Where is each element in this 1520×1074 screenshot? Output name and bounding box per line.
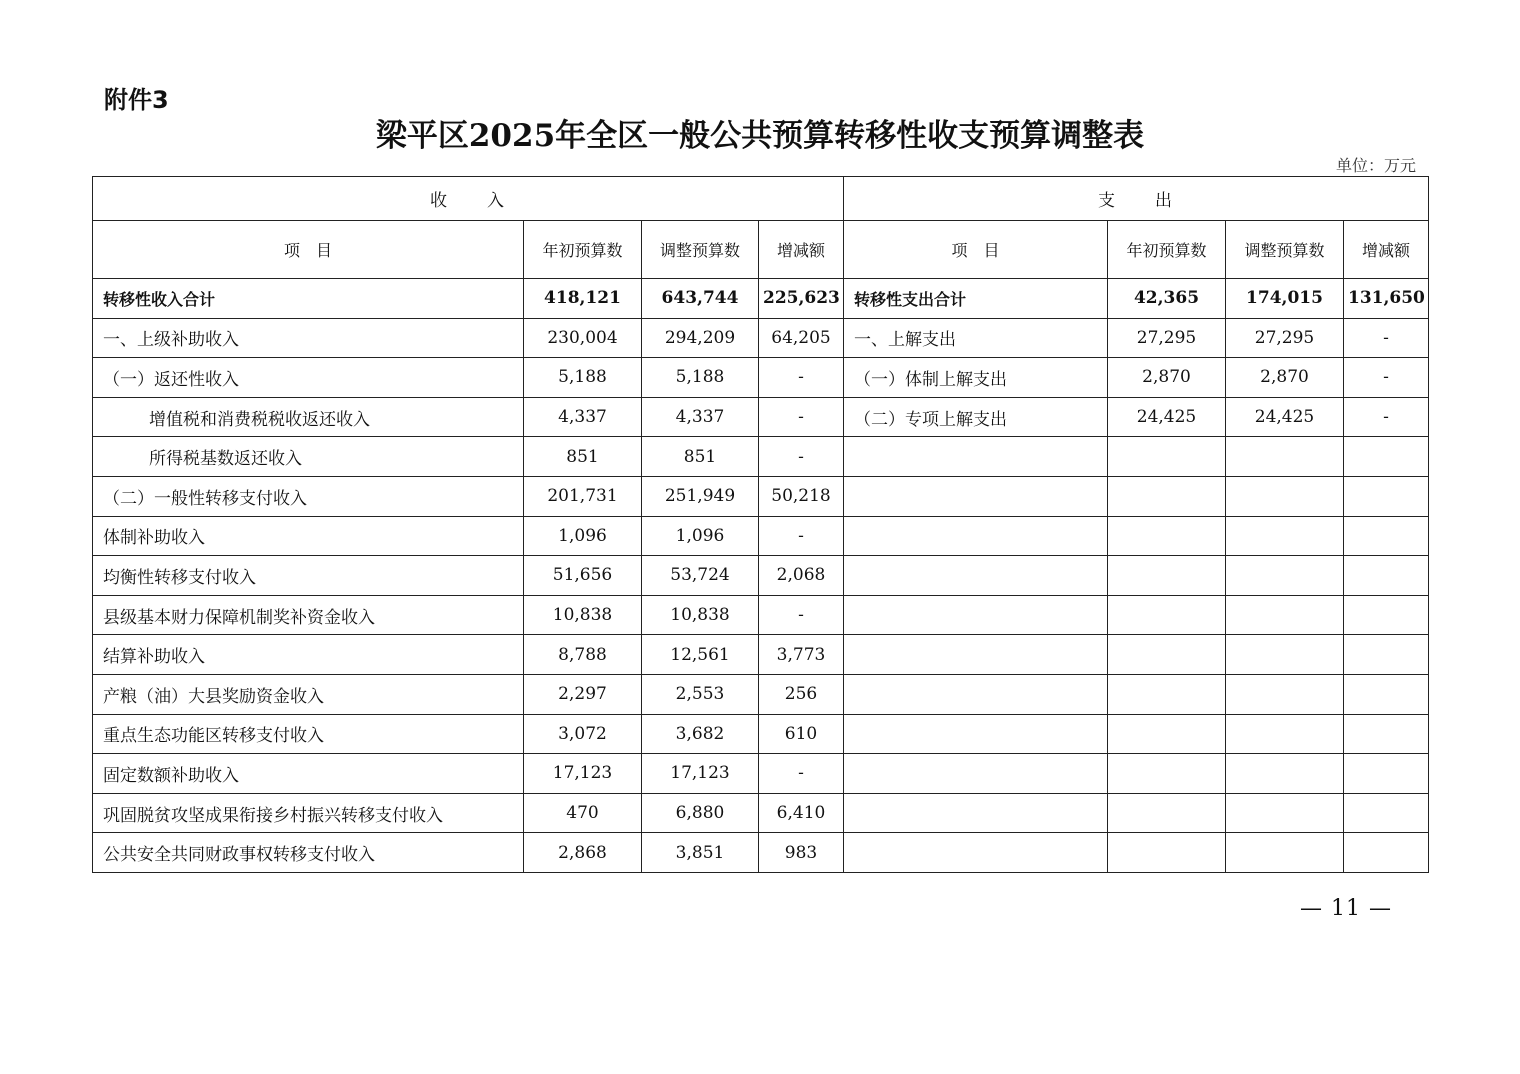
income-item-label: 体制补助收入: [93, 516, 524, 556]
income-item-label: 转移性收入合计: [93, 279, 524, 319]
income-change-value: 64,205: [759, 318, 844, 358]
income-adjusted-value: 643,744: [642, 279, 759, 319]
expense-adjusted-value: [1226, 833, 1344, 873]
table-row: [93, 793, 1429, 833]
expense-initial-value: [1108, 674, 1226, 714]
income-adjusted-value: 251,949: [642, 476, 759, 516]
expense-adjusted-value: [1226, 595, 1344, 635]
expense-adjusted-value: 24,425: [1226, 397, 1344, 437]
expense-change-value: [1344, 437, 1429, 477]
expense-change-value: [1344, 556, 1429, 596]
income-initial-value: 1,096: [524, 516, 642, 556]
income-item-label: 重点生态功能区转移支付收入: [93, 714, 524, 754]
income-initial-header: 年初预算数: [524, 221, 642, 279]
income-change-value: 3,773: [759, 635, 844, 675]
table-row: [93, 437, 1429, 477]
table-row: [93, 714, 1429, 754]
expense-initial-value: [1108, 754, 1226, 794]
table-row: [93, 635, 1429, 675]
expense-adjusted-header: 调整预算数: [1226, 221, 1344, 279]
expense-initial-value: [1108, 793, 1226, 833]
expense-initial-value: [1108, 516, 1226, 556]
income-item-label: 均衡性转移支付收入: [93, 556, 524, 596]
expense-adjusted-value: [1226, 754, 1344, 794]
table-row: [93, 556, 1429, 596]
income-initial-value: 51,656: [524, 556, 642, 596]
income-initial-value: 4,337: [524, 397, 642, 437]
expense-item-label: [844, 833, 1108, 873]
expense-item-label: [844, 476, 1108, 516]
income-change-value: -: [759, 595, 844, 635]
income-change-value: -: [759, 358, 844, 398]
income-adjusted-value: 294,209: [642, 318, 759, 358]
expense-change-value: -: [1344, 318, 1429, 358]
income-item-label: 一、上级补助收入: [93, 318, 524, 358]
expense-item-label: [844, 793, 1108, 833]
income-change-value: 983: [759, 833, 844, 873]
expense-initial-value: 42,365: [1108, 279, 1226, 319]
income-adjusted-value: 12,561: [642, 635, 759, 675]
expense-change-value: [1344, 754, 1429, 794]
expense-change-value: 131,650: [1344, 279, 1429, 319]
income-initial-value: 470: [524, 793, 642, 833]
income-initial-value: 230,004: [524, 318, 642, 358]
expense-adjusted-value: 2,870: [1226, 358, 1344, 398]
income-change-header: 增减额: [759, 221, 844, 279]
income-adjusted-value: 1,096: [642, 516, 759, 556]
expense-initial-value: [1108, 556, 1226, 596]
expense-change-value: [1344, 793, 1429, 833]
income-item-label: 所得税基数返还收入: [93, 437, 524, 477]
expense-adjusted-value: [1226, 793, 1344, 833]
expense-initial-value: 24,425: [1108, 397, 1226, 437]
expense-change-value: [1344, 476, 1429, 516]
income-initial-value: 851: [524, 437, 642, 477]
page-number: — 11 —: [1300, 896, 1392, 921]
table-row: [93, 318, 1429, 358]
table-row: [93, 516, 1429, 556]
expense-item-label: （二）专项上解支出: [844, 397, 1108, 437]
expense-change-value: -: [1344, 358, 1429, 398]
table-row: [93, 833, 1429, 873]
table-row: [93, 279, 1429, 319]
expense-adjusted-value: [1226, 516, 1344, 556]
budget-table: [92, 176, 1429, 873]
income-change-value: -: [759, 754, 844, 794]
income-change-value: -: [759, 397, 844, 437]
income-change-value: 256: [759, 674, 844, 714]
income-adjusted-value: 10,838: [642, 595, 759, 635]
expense-adjusted-value: [1226, 437, 1344, 477]
expense-initial-value: [1108, 833, 1226, 873]
expense-item-label: [844, 674, 1108, 714]
expense-initial-value: [1108, 635, 1226, 675]
expense-initial-value: 2,870: [1108, 358, 1226, 398]
table-row: [93, 674, 1429, 714]
expense-initial-header: 年初预算数: [1108, 221, 1226, 279]
income-initial-value: 17,123: [524, 754, 642, 794]
expense-item-label: 一、上解支出: [844, 318, 1108, 358]
expense-item-label: [844, 714, 1108, 754]
income-item-label: 结算补助收入: [93, 635, 524, 675]
expense-initial-value: [1108, 476, 1226, 516]
expense-adjusted-value: [1226, 556, 1344, 596]
income-initial-value: 10,838: [524, 595, 642, 635]
income-adjusted-value: 3,682: [642, 714, 759, 754]
expense-item-label: [844, 595, 1108, 635]
expense-item-label: （一）体制上解支出: [844, 358, 1108, 398]
income-adjusted-value: 4,337: [642, 397, 759, 437]
expense-change-value: [1344, 833, 1429, 873]
income-item-label: 巩固脱贫攻坚成果衔接乡村振兴转移支付收入: [93, 793, 524, 833]
expense-item-label: 转移性支出合计: [844, 279, 1108, 319]
expense-initial-value: [1108, 595, 1226, 635]
income-initial-value: 3,072: [524, 714, 642, 754]
expense-item-label: [844, 556, 1108, 596]
expense-adjusted-value: [1226, 714, 1344, 754]
expense-change-value: -: [1344, 397, 1429, 437]
expense-change-value: [1344, 674, 1429, 714]
expense-initial-value: [1108, 714, 1226, 754]
income-item-label: 县级基本财力保障机制奖补资金收入: [93, 595, 524, 635]
income-item-label: 公共安全共同财政事权转移支付收入: [93, 833, 524, 873]
income-adjusted-value: 5,188: [642, 358, 759, 398]
income-change-value: -: [759, 516, 844, 556]
expense-item-label: [844, 754, 1108, 794]
income-section-header: 收 入: [93, 177, 844, 221]
expense-section-header: 支 出: [844, 177, 1429, 221]
income-change-value: 2,068: [759, 556, 844, 596]
table-body: [93, 279, 1429, 873]
expense-item-label: [844, 635, 1108, 675]
income-change-value: 225,623: [759, 279, 844, 319]
income-change-value: 6,410: [759, 793, 844, 833]
table-row: [93, 754, 1429, 794]
income-initial-value: 201,731: [524, 476, 642, 516]
expense-item-header: 项 目: [844, 221, 1108, 279]
income-initial-value: 2,297: [524, 674, 642, 714]
table-row: [93, 358, 1429, 398]
income-change-value: 610: [759, 714, 844, 754]
page-title: 梁平区2025年全区一般公共预算转移性收支预算调整表: [375, 118, 1145, 154]
expense-item-label: [844, 516, 1108, 556]
expense-adjusted-value: 27,295: [1226, 318, 1344, 358]
income-adjusted-value: 851: [642, 437, 759, 477]
expense-adjusted-value: [1226, 476, 1344, 516]
expense-adjusted-value: [1226, 635, 1344, 675]
income-adjusted-value: 3,851: [642, 833, 759, 873]
income-adjusted-value: 17,123: [642, 754, 759, 794]
income-item-label: 固定数额补助收入: [93, 754, 524, 794]
expense-change-value: [1344, 516, 1429, 556]
income-item-label: 产粮（油）大县奖励资金收入: [93, 674, 524, 714]
income-adjusted-value: 53,724: [642, 556, 759, 596]
income-initial-value: 5,188: [524, 358, 642, 398]
income-adjusted-value: 2,553: [642, 674, 759, 714]
table-row: [93, 476, 1429, 516]
expense-adjusted-value: 174,015: [1226, 279, 1344, 319]
income-initial-value: 2,868: [524, 833, 642, 873]
expense-change-value: [1344, 635, 1429, 675]
income-item-label: （一）返还性收入: [93, 358, 524, 398]
income-item-header: 项 目: [93, 221, 524, 279]
income-change-value: 50,218: [759, 476, 844, 516]
expense-change-value: [1344, 595, 1429, 635]
income-change-value: -: [759, 437, 844, 477]
income-item-label: （二）一般性转移支付收入: [93, 476, 524, 516]
expense-initial-value: 27,295: [1108, 318, 1226, 358]
income-initial-value: 8,788: [524, 635, 642, 675]
expense-item-label: [844, 437, 1108, 477]
expense-change-header: 增减额: [1344, 221, 1429, 279]
table-row: [93, 397, 1429, 437]
expense-change-value: [1344, 714, 1429, 754]
expense-adjusted-value: [1226, 674, 1344, 714]
income-adjusted-value: 6,880: [642, 793, 759, 833]
expense-initial-value: [1108, 437, 1226, 477]
attachment-label: 附件3: [104, 86, 169, 114]
unit-label: 单位：万元: [1335, 156, 1416, 175]
income-initial-value: 418,121: [524, 279, 642, 319]
table-row: [93, 595, 1429, 635]
income-item-label: 增值税和消费税税收返还收入: [93, 397, 524, 437]
income-adjusted-header: 调整预算数: [642, 221, 759, 279]
